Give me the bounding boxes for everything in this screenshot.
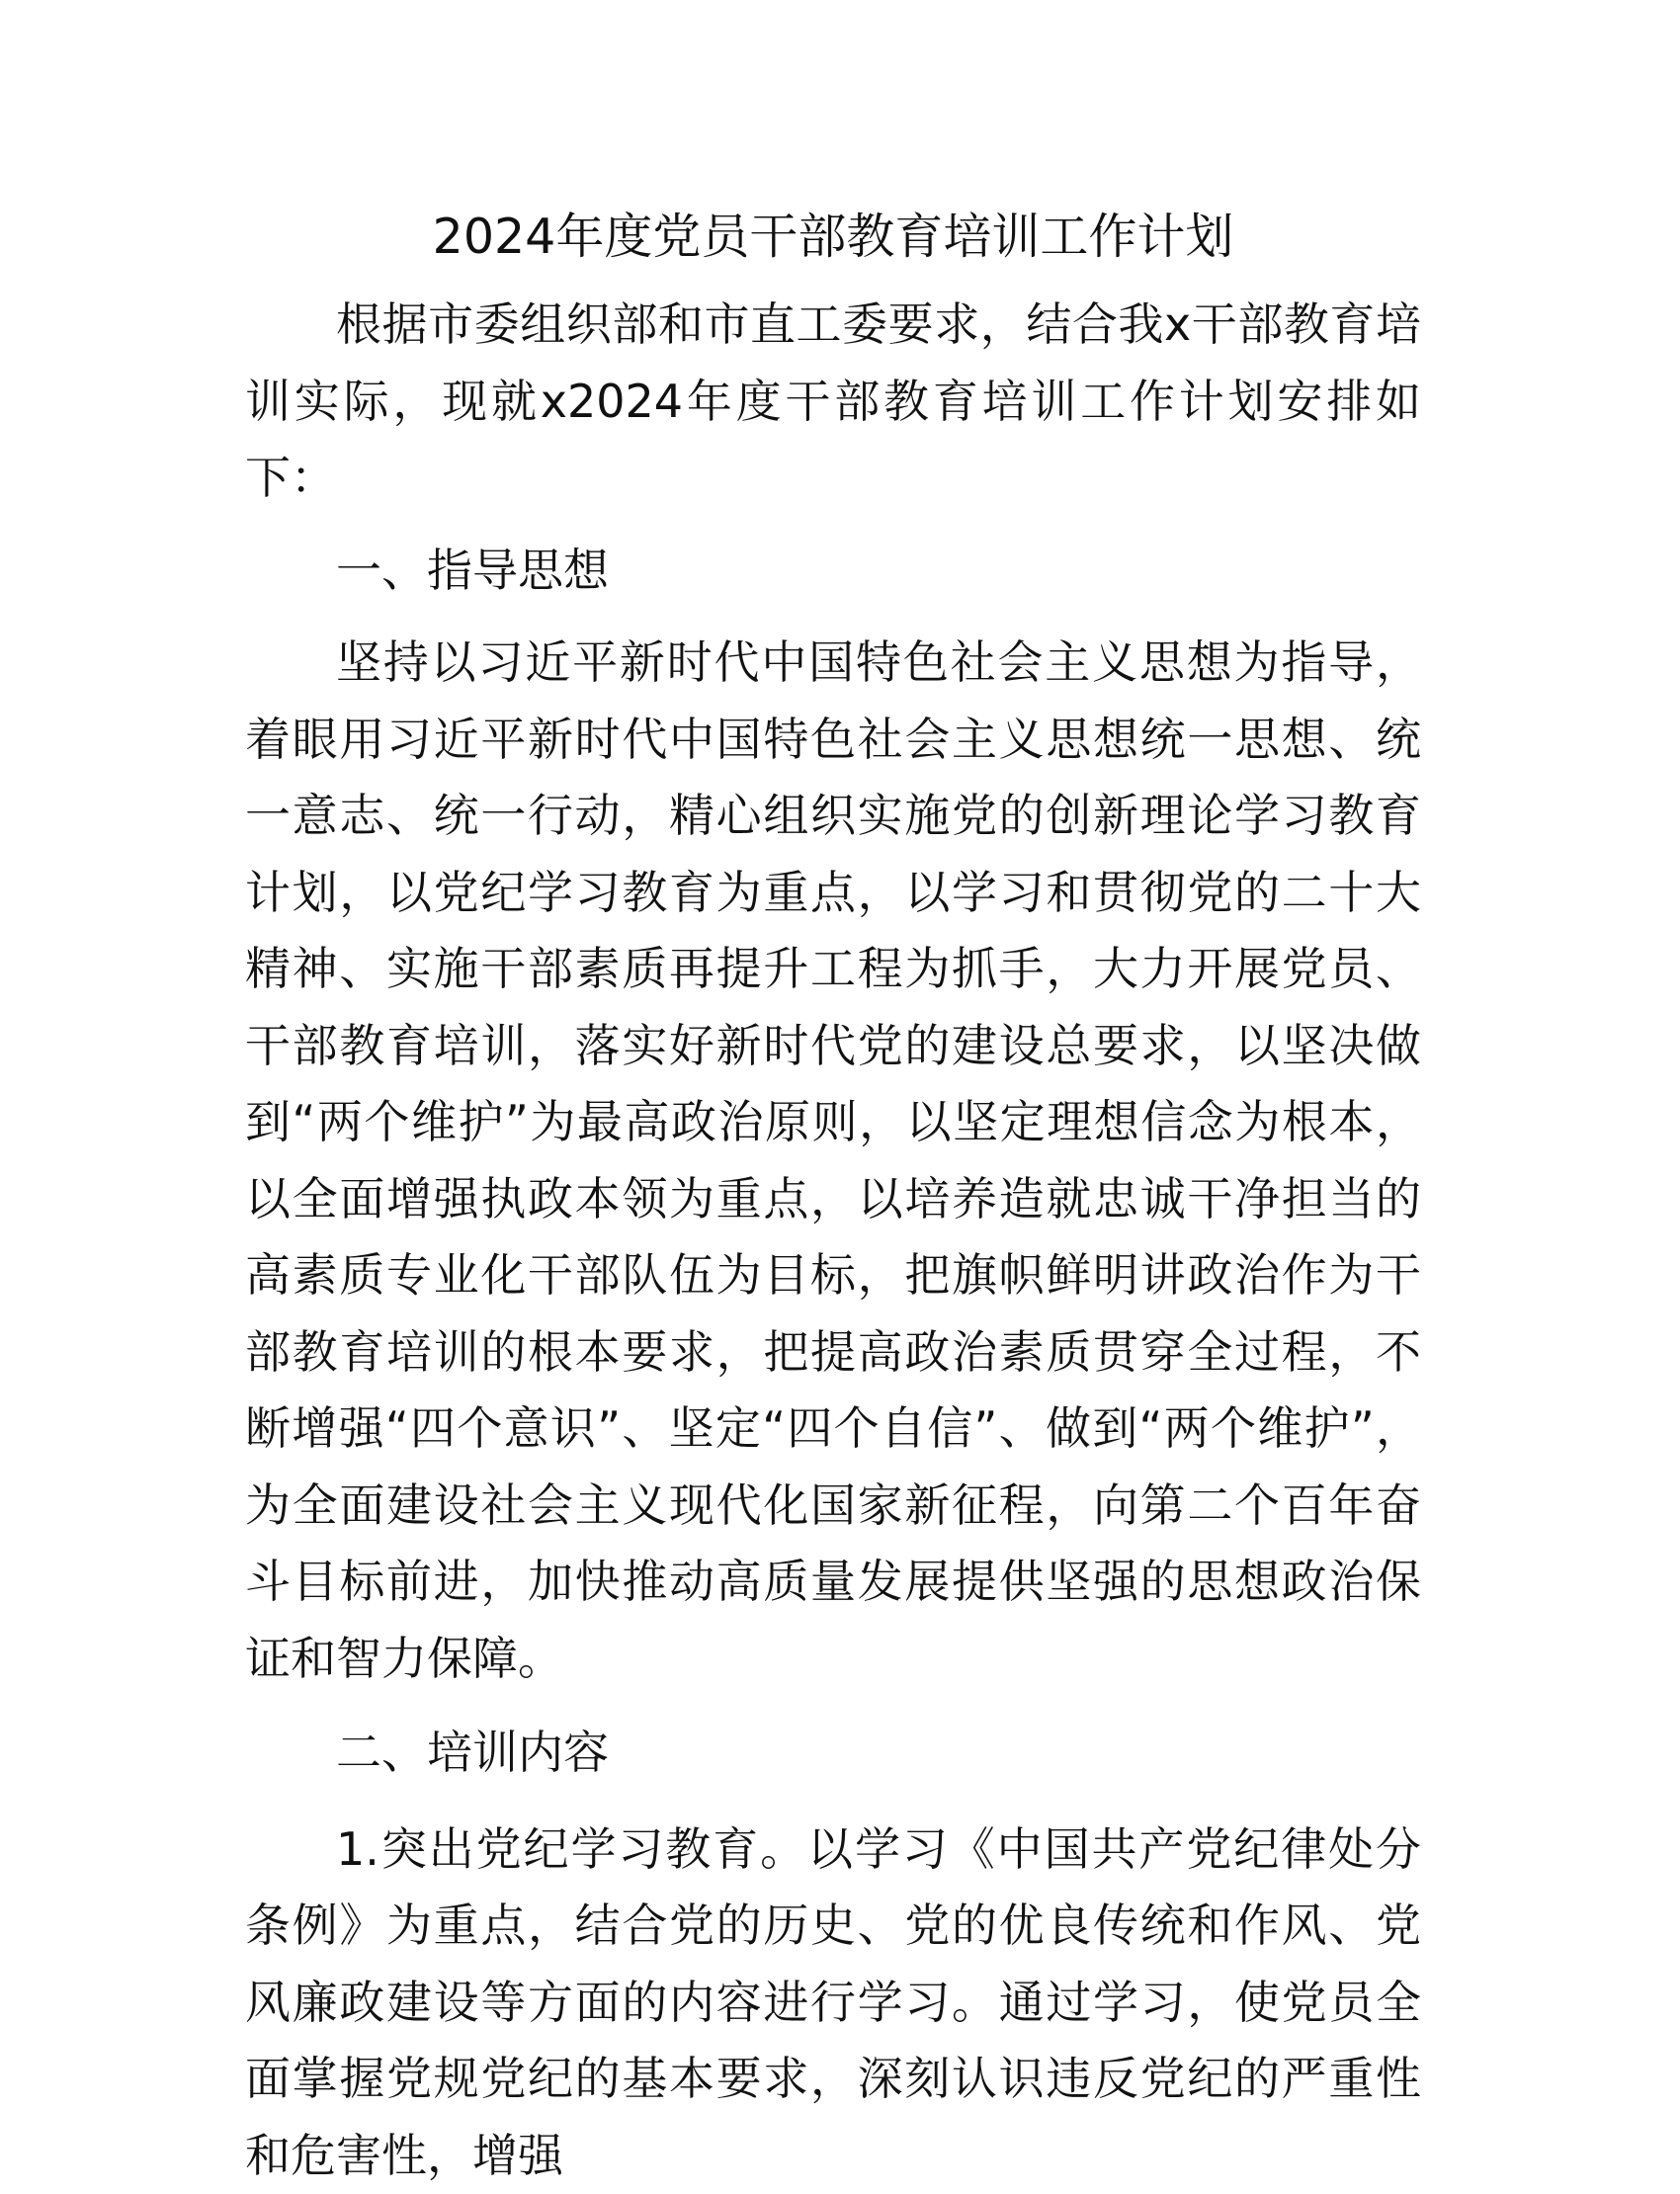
document-body — [245, 198, 1421, 2194]
intro-paragraph: 根据市委组织部和市直工委要求，结合我x干部教育培训实际，现就x2024年度干部教育培训工作计划安排如下： — [245, 287, 1421, 517]
document-title: 2024年度党员干部教育培训工作计划 — [245, 198, 1421, 277]
section-one-heading: 一、指导思想 — [245, 533, 1421, 610]
section-two-item-one: 1.突出党纪学习教育。以学习《中国共产党纪律处分条例》为重点，结合党的历史、党的优良传统和作风、党风廉政建设等方面的内容进行学习。通过学习，使党员全面掌握党规党纪的基本要求，深刻认识违反党纪的严重性和危害性，增强 — [245, 1812, 1421, 2194]
section-two-heading: 二、培训内容 — [245, 1715, 1421, 1792]
section-one-paragraph: 坚持以习近平新时代中国特色社会主义思想为指导，着眼用习近平新时代中国特色社会主义思想统一思想、统一意志、统一行动，精心组织实施党的创新理论学习教育计划，以党纪学习教育为重点，以学习和贯彻党的二十大精神、实施干部素质再提升工程为抓手，大力开展党员、干部教育培训，落实好新时代党的建设总要求，以坚决做到“两个维护”为最高政治原则，以坚定理想信念为根本，以全面增强执政本领为重点，以培养造就忠诚干净担当的高素质专业化干部队伍为目标，把旗帜鲜明讲政治作为干部教育培训的根本要求，把提高政治素质贯穿全过程，不断增强“四个意识”、坚定“四个自信”、做到“两个维护”，为全面建设社会主义现代化国家新征程，向第二个百年奋斗目标前进，加快推动高质量发展提供坚强的思想政治保证和智力保障。 — [245, 625, 1421, 1697]
